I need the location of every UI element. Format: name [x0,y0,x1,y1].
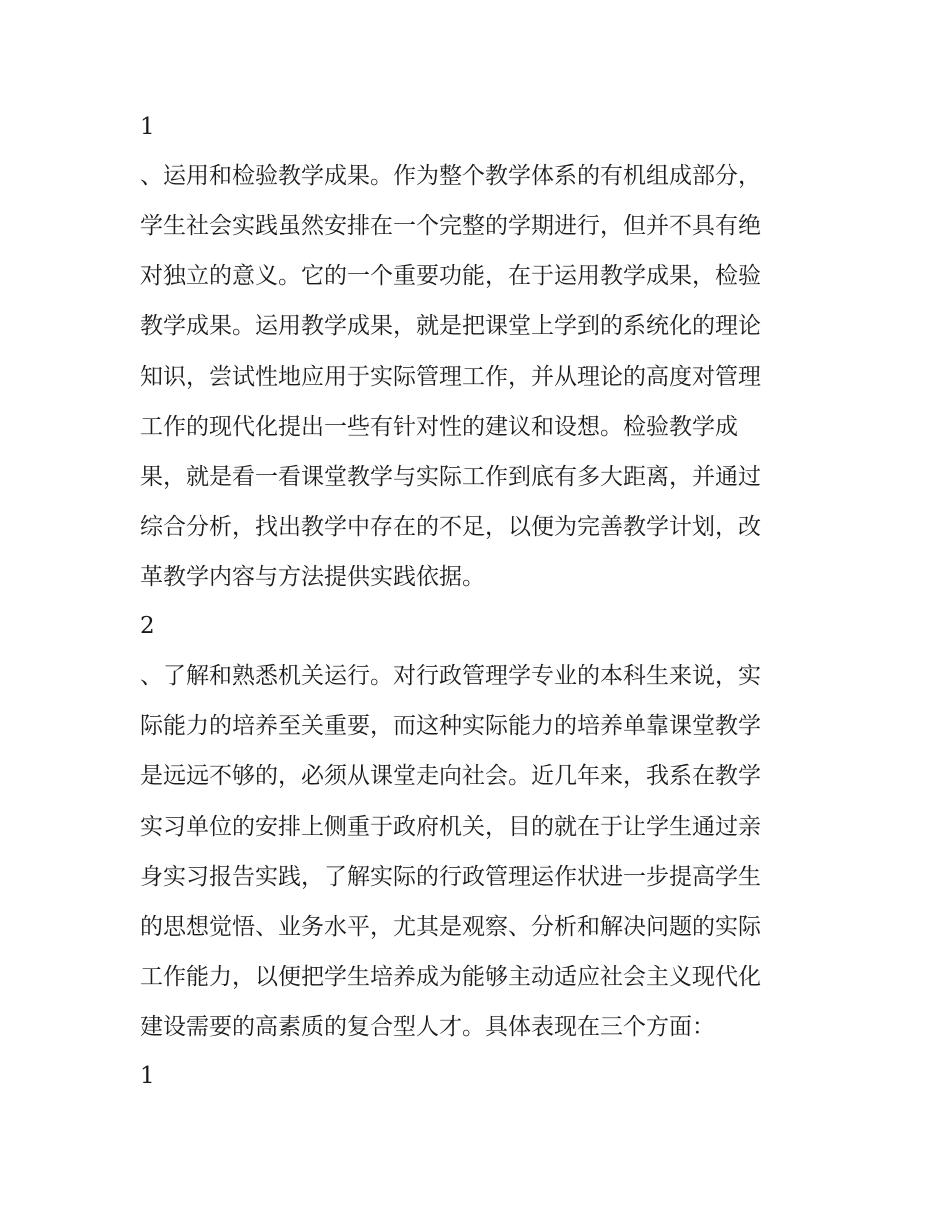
paragraph-line: 果，就是看一看课堂教学与实际工作到底有多大距离，并通过 [140,464,761,490]
paragraph-line: 教学成果。运用教学成果，就是把课堂上学到的系统化的理论 [140,313,761,339]
section-number: 1 [140,114,155,140]
paragraph-line: 工作能力，以便把学生培养成为能够主动适应社会主义现代化 [140,964,761,990]
paragraph-line: 际能力的培养至关重要，而这种实际能力的培养单靠课堂教学 [140,713,761,739]
paragraph-line: 的思想觉悟、业务水平，尤其是观察、分析和解决问题的实际 [140,914,761,940]
paragraph-line: 对独立的意义。它的一个重要功能，在于运用教学成果，检验 [140,263,761,289]
paragraph-line: 革教学内容与方法提供实践依据。 [140,564,485,590]
paragraph-line: 建设需要的高素质的复合型人才。具体表现在三个方面： [140,1014,715,1040]
paragraph-line: 、了解和熟悉机关运行。对行政管理学专业的本科生来说，实 [140,663,761,689]
paragraph-line: 是远远不够的，必须从课堂走向社会。近几年来，我系在教学 [140,763,761,789]
paragraph-line: 身实习报告实践，了解实际的行政管理运作状进一步提高学生 [140,864,761,890]
paragraph-line: 、运用和检验教学成果。作为整个教学体系的有机组成部分， [140,163,761,189]
paragraph-line: 知识，尝试性地应用于实际管理工作，并从理论的高度对管理 [140,364,761,390]
section-number: 1 [140,1063,155,1089]
paragraph-line: 学生社会实践虽然安排在一个完整的学期进行，但并不具有绝 [140,213,761,239]
paragraph-line: 实习单位的安排上侧重于政府机关，目的就在于让学生通过亲 [140,814,761,840]
paragraph-line: 工作的现代化提出一些有针对性的建议和设想。检验教学成 [140,414,738,440]
paragraph-line: 综合分析，找出教学中存在的不足，以便为完善教学计划，改 [140,514,761,540]
section-number: 2 [140,613,155,639]
